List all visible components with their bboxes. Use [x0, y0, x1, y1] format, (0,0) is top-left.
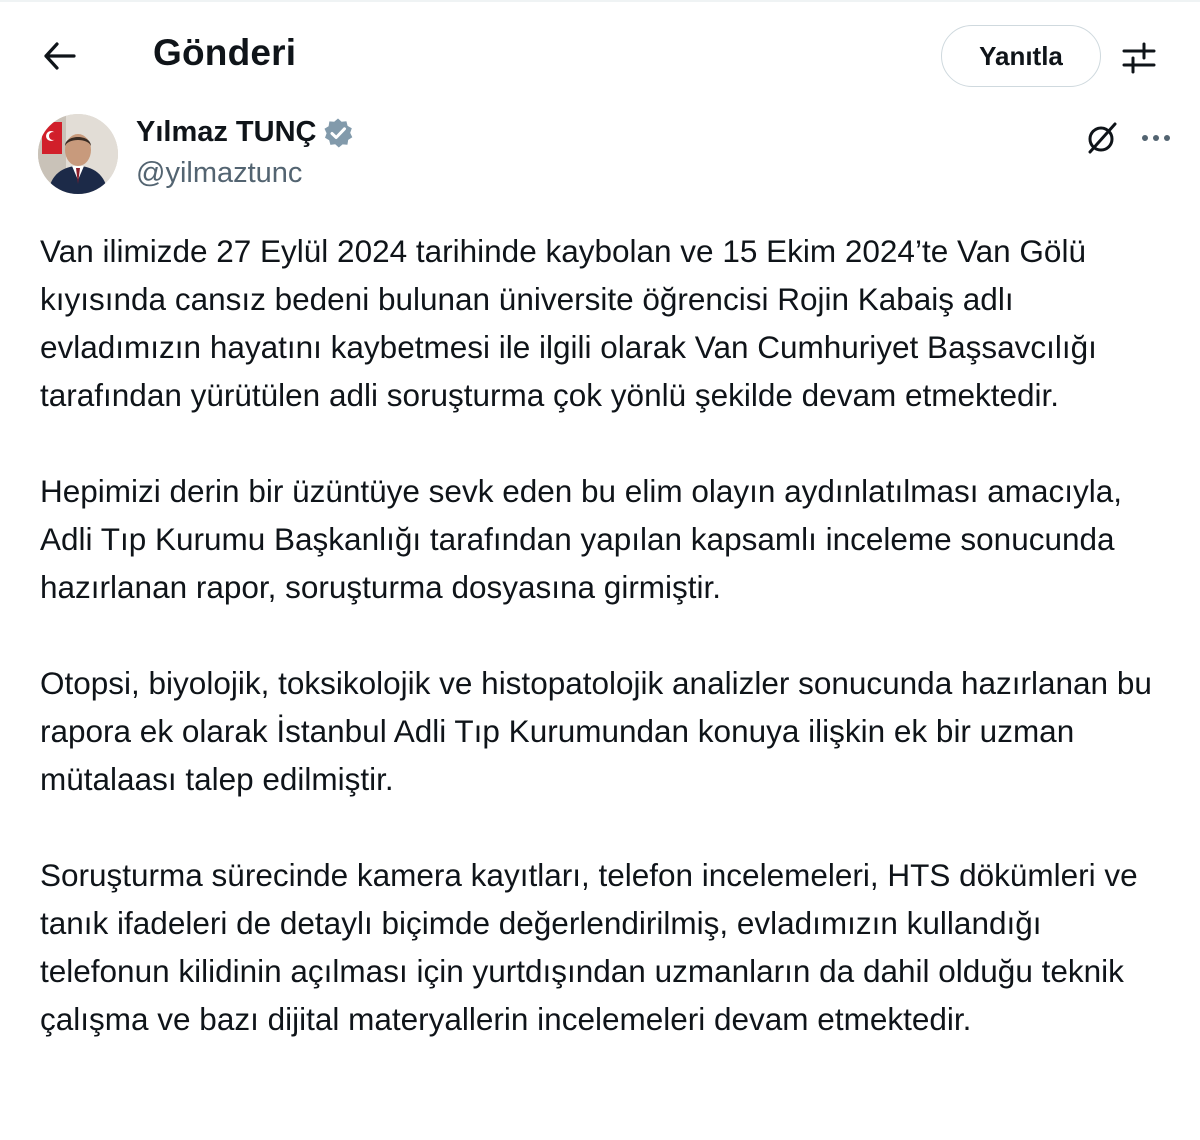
avatar-portrait-image [38, 114, 118, 194]
back-button[interactable] [34, 34, 86, 78]
grok-icon [1084, 120, 1120, 156]
tweet-paragraph-3: Otopsi, biyolojik, toksikolojik ve histopatolojik analizler sonucunda hazırlanan bu rapora ek olarak İstanbul Adli Tıp Kurumundan konuya ilişkin ek bir uzman mütalaası talep edilmiştir. [40, 665, 1152, 797]
page-header [0, 0, 1200, 110]
grok-button[interactable] [1080, 116, 1124, 160]
more-horizontal-icon [1140, 133, 1172, 143]
verified-badge-icon[interactable] [322, 117, 354, 149]
tweet-paragraph-4: Soruşturma sürecinde kamera kayıtları, telefon incelemeleri, HTS dökümleri ve tanık ifadeleri de detaylı biçimde değerlendirilmiş, evladımızın kullandığı telefonun kilidinin açılması için yurtdışından uzmanların da dahil olduğu teknik çalışma ve bazı dijital materyallerin incelemeleri devam etmektedir. [40, 857, 1138, 1037]
arrow-left-icon [43, 41, 77, 71]
author-handle[interactable]: @yilmaztunc [136, 157, 303, 189]
sliders-icon [1122, 41, 1156, 75]
reply-button[interactable]: Yanıtla [941, 25, 1101, 87]
author-name[interactable]: Yılmaz TUNÇ [136, 116, 317, 148]
page-title: Gönderi [153, 32, 297, 73]
author-avatar[interactable] [38, 114, 118, 194]
tweet-text [40, 227, 1175, 1043]
filter-button[interactable] [1116, 36, 1162, 80]
more-button[interactable] [1134, 116, 1178, 160]
tweet-paragraph-1: Van ilimizde 27 Eylül 2024 tarihinde kaybolan ve 15 Ekim 2024’te Van Gölü kıyısında cansız bedeni bulunan üniversite öğrencisi Rojin Kabaiş adlı evladımızın hayatını kaybetmesi ile ilgili olarak Van Cumhuriyet Başsavcılığı tarafından yürütülen adli soruşturma çok yönlü şekilde devam etmektedir. [40, 233, 1097, 413]
author-name-row [136, 116, 354, 149]
tweet-paragraph-2: Hepimizi derin bir üzüntüye sevk eden bu elim olayın aydınlatılması amacıyla, Adli Tıp Kurumu Başkanlığı tarafından yapılan kapsamlı inceleme sonucunda hazırlanan rapor, soruşturma dosyasına girmiştir. [40, 473, 1123, 605]
